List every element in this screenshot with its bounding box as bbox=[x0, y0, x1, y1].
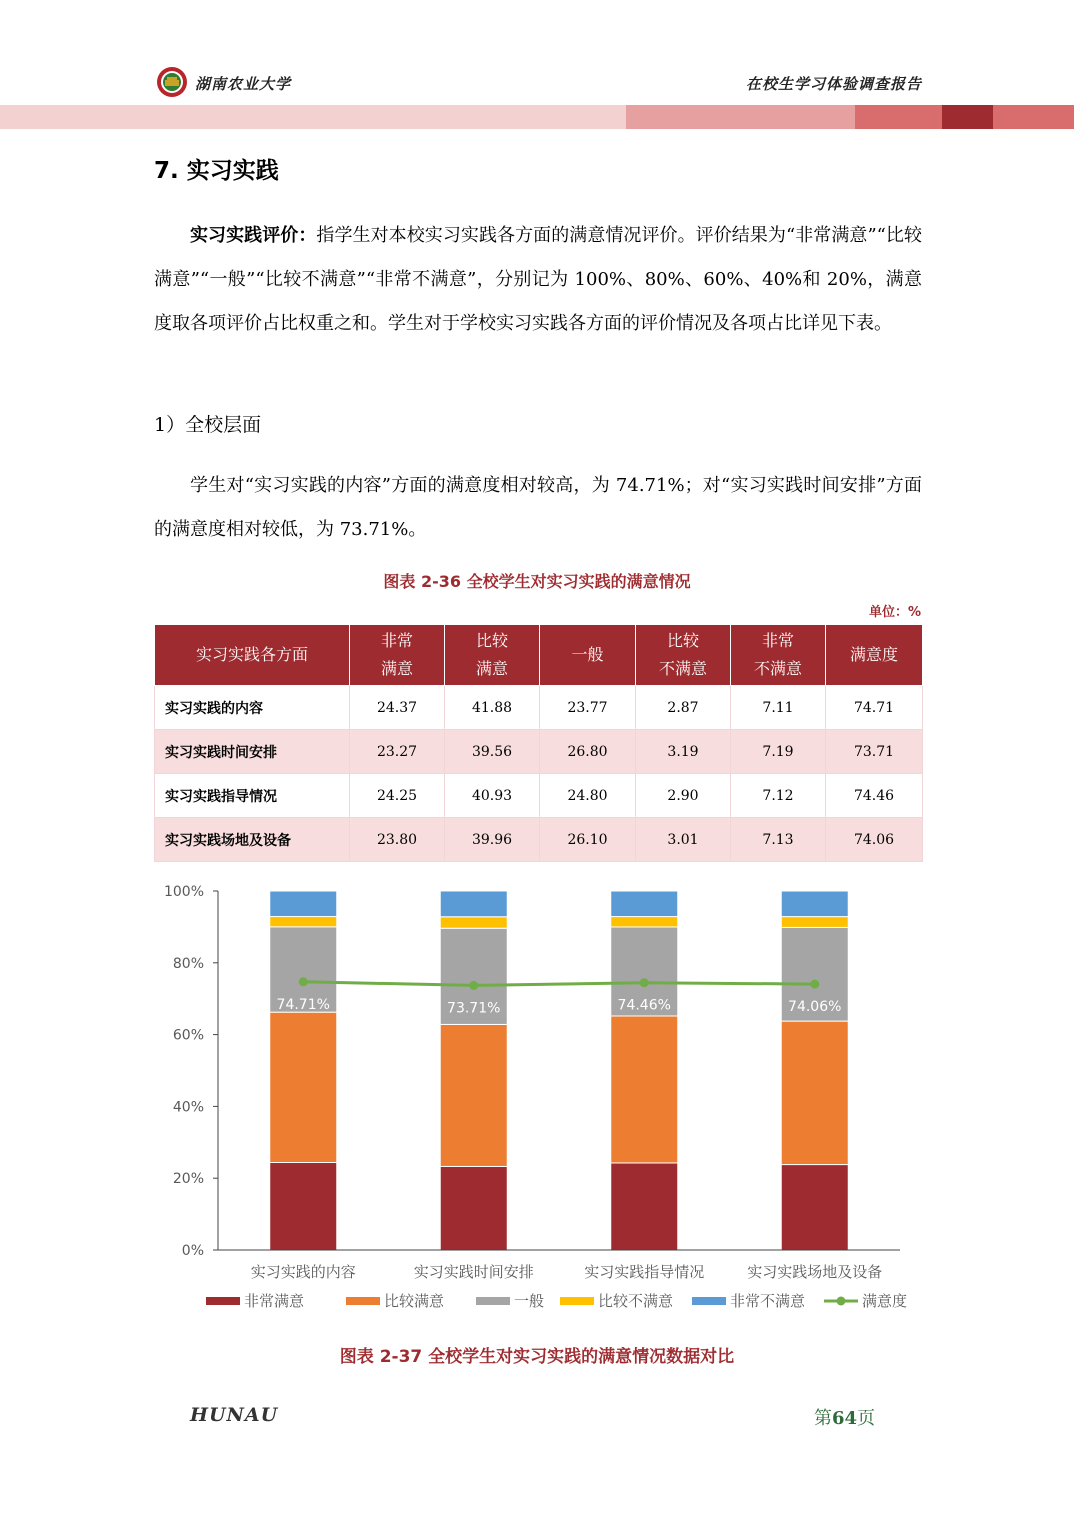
table-cell: 3.19 bbox=[636, 730, 731, 774]
satisfaction-line bbox=[303, 982, 815, 986]
header-text: 满意 bbox=[380, 659, 413, 678]
table-cell: 23.27 bbox=[350, 730, 445, 774]
header-band-5 bbox=[993, 105, 1074, 129]
satisfaction-data-label: 73.71% bbox=[447, 1000, 501, 1017]
header-text: 满意 bbox=[475, 659, 508, 678]
footer-logo-text: HUNAU bbox=[190, 1404, 279, 1426]
y-tick-label: 100% bbox=[163, 884, 204, 900]
legend-swatch bbox=[692, 1297, 726, 1305]
header-cell bbox=[350, 625, 445, 686]
satisfaction-point bbox=[640, 978, 649, 987]
header-cell bbox=[636, 625, 731, 686]
table-cell: 24.80 bbox=[540, 774, 636, 818]
satisfaction-table bbox=[154, 624, 923, 862]
bar-segment bbox=[781, 1021, 848, 1164]
legend-swatch bbox=[476, 1297, 510, 1305]
y-tick-label: 0% bbox=[181, 1243, 204, 1259]
stacked-bar-chart bbox=[154, 876, 922, 1326]
satisfaction-data-label: 74.46% bbox=[617, 997, 671, 1014]
table-cell: 2.90 bbox=[636, 774, 731, 818]
table-cell: 74.46 bbox=[826, 774, 923, 818]
legend-swatch bbox=[206, 1297, 240, 1305]
page-number-value: 64 bbox=[832, 1408, 858, 1429]
header-report-title: 在校生学习体验调查报告 bbox=[745, 75, 922, 93]
legend-label: 非常满意 bbox=[244, 1292, 305, 1310]
table-cell: 41.88 bbox=[445, 686, 540, 730]
bar-segment bbox=[440, 917, 507, 928]
bar-segment bbox=[440, 1166, 507, 1250]
header-cell bbox=[540, 625, 636, 686]
legend-swatch bbox=[346, 1297, 380, 1305]
section-title: 7. 实习实践 bbox=[154, 158, 279, 184]
intro-text: 指学生对本校实习实践各方面的满意情况评价。评价结果为“非常满意”“比较满意”“一般”“比较不满意”“非常不满意”，分别记为 100%、80%、60%、40%和 20%，满意度取各项评价占比权重之和。学生对于学校实习实践各方面的评价情况及各项占比详见下表。 bbox=[154, 225, 922, 334]
intro-lead: 实习实践评价： bbox=[190, 225, 317, 246]
legend-label: 非常不满意 bbox=[730, 1292, 806, 1310]
table-cell: 7.13 bbox=[731, 818, 826, 862]
bar-segment bbox=[440, 891, 507, 917]
header-band-1 bbox=[0, 105, 626, 129]
x-tick-label: 实习实践指导情况 bbox=[584, 1263, 705, 1281]
row-label: 实习实践时间安排 bbox=[155, 730, 350, 774]
table-cell: 40.93 bbox=[445, 774, 540, 818]
table-row bbox=[155, 686, 923, 730]
table-row bbox=[155, 818, 923, 862]
header-university-name: 湖南农业大学 bbox=[195, 75, 292, 93]
table-cell: 39.96 bbox=[445, 818, 540, 862]
table-cell: 26.80 bbox=[540, 730, 636, 774]
table-cell: 7.19 bbox=[731, 730, 826, 774]
table-cell: 24.37 bbox=[350, 686, 445, 730]
table-row bbox=[155, 774, 923, 818]
legend-swatch-marker bbox=[837, 1297, 846, 1306]
satisfaction-data-label: 74.06% bbox=[788, 999, 842, 1016]
header-text: 比较 bbox=[666, 631, 699, 650]
header-text: 非常 bbox=[380, 631, 413, 650]
page-number bbox=[814, 1404, 875, 1430]
table-cell: 23.80 bbox=[350, 818, 445, 862]
satisfaction-data-label: 74.71% bbox=[276, 996, 330, 1013]
table-cell: 74.71 bbox=[826, 686, 923, 730]
table-cell: 39.56 bbox=[445, 730, 540, 774]
legend-label: 满意度 bbox=[862, 1292, 908, 1310]
satisfaction-point bbox=[810, 980, 819, 989]
page-suffix: 页 bbox=[857, 1408, 876, 1429]
header-band-3 bbox=[855, 105, 942, 129]
header-cell bbox=[445, 625, 540, 686]
header-band-4 bbox=[942, 105, 993, 129]
table-unit: 单位：% bbox=[868, 605, 921, 620]
table-cell: 7.12 bbox=[731, 774, 826, 818]
bar-segment bbox=[270, 1163, 337, 1250]
table-cell: 23.77 bbox=[540, 686, 636, 730]
row-label: 实习实践指导情况 bbox=[155, 774, 350, 818]
satisfaction-point bbox=[469, 981, 478, 990]
header-text: 实习实践各方面 bbox=[195, 645, 308, 664]
legend-label: 比较满意 bbox=[384, 1292, 445, 1310]
table-cell: 3.01 bbox=[636, 818, 731, 862]
y-tick-label: 60% bbox=[172, 1027, 204, 1044]
table-cell: 74.06 bbox=[826, 818, 923, 862]
header-text: 不满意 bbox=[658, 659, 707, 678]
bar-segment bbox=[611, 1016, 678, 1163]
y-tick-label: 20% bbox=[172, 1171, 204, 1188]
header-cell bbox=[155, 625, 350, 686]
table-row bbox=[155, 730, 923, 774]
satisfaction-point bbox=[299, 977, 308, 986]
table-header-row bbox=[155, 625, 923, 686]
table-cell: 26.10 bbox=[540, 818, 636, 862]
header-text: 一般 bbox=[571, 645, 604, 664]
y-tick-label: 40% bbox=[172, 1099, 204, 1116]
table-cell: 2.87 bbox=[636, 686, 731, 730]
bar-segment bbox=[611, 917, 678, 927]
summary-paragraph: 学生对“实习实践的内容”方面的满意度相对较高，为 74.71%；对“实习实践时间安排”方面的满意度相对较低，为 73.71%。 bbox=[154, 475, 922, 540]
row-label: 实习实践的内容 bbox=[155, 686, 350, 730]
header-band-2 bbox=[626, 105, 855, 129]
bar-segment bbox=[440, 1024, 507, 1166]
legend-label: 比较不满意 bbox=[598, 1292, 674, 1310]
header-cell bbox=[731, 625, 826, 686]
bar-segment bbox=[270, 891, 337, 917]
header-text: 满意度 bbox=[849, 645, 898, 664]
y-tick-label: 80% bbox=[172, 955, 204, 972]
table-caption: 图表 2-36 全校学生对实习实践的满意情况 bbox=[383, 572, 691, 591]
page-prefix: 第 bbox=[814, 1408, 832, 1429]
x-tick-label: 实习实践场地及设备 bbox=[747, 1263, 883, 1281]
header-text: 非常 bbox=[761, 631, 794, 650]
x-tick-label: 实习实践时间安排 bbox=[413, 1263, 534, 1281]
row-label: 实习实践场地及设备 bbox=[155, 818, 350, 862]
table-cell: 24.25 bbox=[350, 774, 445, 818]
bar-segment bbox=[270, 917, 337, 927]
table-cell: 73.71 bbox=[826, 730, 923, 774]
bar-segment bbox=[270, 1012, 337, 1162]
legend-label: 一般 bbox=[514, 1292, 545, 1310]
university-logo bbox=[156, 66, 188, 98]
bar-segment bbox=[781, 917, 848, 928]
intro-paragraph bbox=[154, 214, 922, 346]
bar-segment bbox=[611, 891, 678, 917]
table-cell: 7.11 bbox=[731, 686, 826, 730]
legend-swatch bbox=[560, 1297, 594, 1305]
subsection-title: 1）全校层面 bbox=[154, 414, 262, 436]
header-text: 不满意 bbox=[753, 659, 802, 678]
bar-segment bbox=[781, 1165, 848, 1250]
bar-segment bbox=[781, 891, 848, 917]
chart-caption: 图表 2-37 全校学生对实习实践的满意情况数据对比 bbox=[339, 1347, 735, 1367]
header-text: 比较 bbox=[475, 631, 508, 650]
bar-segment bbox=[611, 1163, 678, 1250]
x-tick-label: 实习实践的内容 bbox=[250, 1263, 356, 1281]
header-cell bbox=[826, 625, 923, 686]
